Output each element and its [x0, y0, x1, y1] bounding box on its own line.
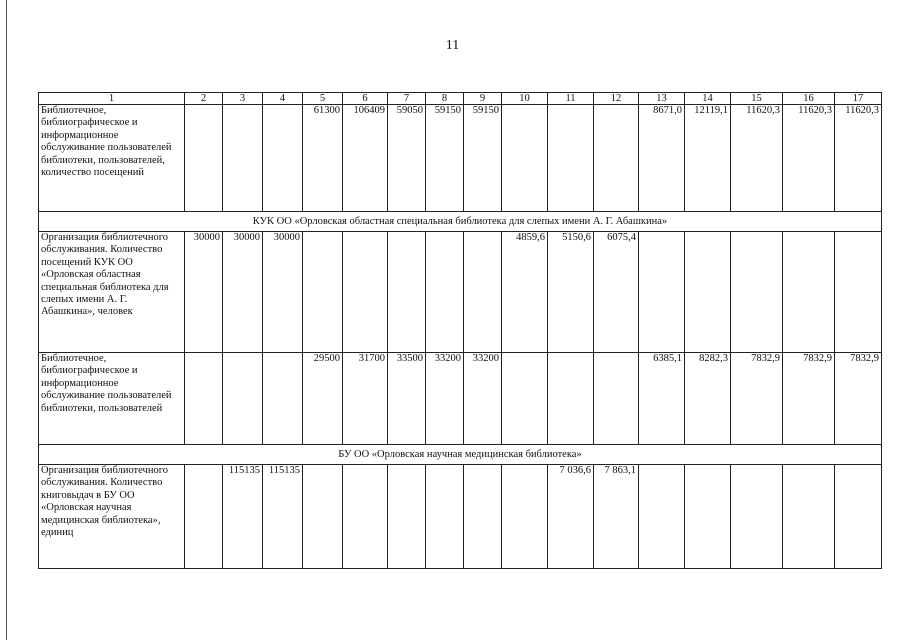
table-cell [426, 465, 464, 569]
table-cell [185, 465, 223, 569]
table-cell [185, 353, 223, 445]
row-label: Библиотечное, библиографическое и информационное обслуживание пользователей библиотеки, пользователей, количество посещений [39, 105, 185, 212]
table-cell: 31700 [343, 353, 388, 445]
table-cell [185, 105, 223, 212]
table-cell [303, 465, 343, 569]
table-cell: 30000 [263, 232, 303, 353]
table-cell: 61300 [303, 105, 343, 212]
header-cell: 1 [39, 93, 185, 105]
table-cell: 8282,3 [685, 353, 731, 445]
table-cell [731, 465, 783, 569]
table-cell [303, 232, 343, 353]
table-cell: 30000 [185, 232, 223, 353]
table-cell: 4859,6 [502, 232, 548, 353]
table-cell [731, 232, 783, 353]
header-cell: 9 [464, 93, 502, 105]
table-cell [343, 232, 388, 353]
table-row [39, 105, 882, 212]
table-cell: 59050 [388, 105, 426, 212]
header-cell: 14 [685, 93, 731, 105]
table-cell [464, 232, 502, 353]
row-label: Организация библиотечного обслуживания. Количество книговыдач в БУ ОО «Орловская научная медицинская библиотека», единиц [39, 465, 185, 569]
table-cell [223, 353, 263, 445]
table-cell [548, 105, 594, 212]
table-cell: 11620,3 [835, 105, 882, 212]
binding-margin-line [6, 0, 7, 640]
table-cell [464, 465, 502, 569]
header-cell: 4 [263, 93, 303, 105]
header-cell: 2 [185, 93, 223, 105]
header-cell: 5 [303, 93, 343, 105]
table-cell: 7832,9 [783, 353, 835, 445]
section-title: БУ ОО «Орловская научная медицинская библиотека» [39, 445, 882, 465]
table-cell [835, 465, 882, 569]
table-cell [223, 105, 263, 212]
header-cell: 12 [594, 93, 639, 105]
table-row [39, 465, 882, 569]
table-cell: 8671,0 [639, 105, 685, 212]
header-cell: 6 [343, 93, 388, 105]
table-cell: 115135 [263, 465, 303, 569]
table-cell: 6075,4 [594, 232, 639, 353]
table-cell [594, 353, 639, 445]
table-cell: 115135 [223, 465, 263, 569]
table-cell: 11620,3 [731, 105, 783, 212]
table-cell: 33200 [464, 353, 502, 445]
table-cell [263, 105, 303, 212]
table-cell: 7 863,1 [594, 465, 639, 569]
data-table [38, 92, 882, 569]
table-cell: 7832,9 [731, 353, 783, 445]
table-cell: 12119,1 [685, 105, 731, 212]
table-row [39, 353, 882, 445]
table-cell [639, 465, 685, 569]
table-cell [502, 353, 548, 445]
table-cell [343, 465, 388, 569]
header-cell: 17 [835, 93, 882, 105]
section-row [39, 445, 882, 465]
table-cell [426, 232, 464, 353]
table-cell [783, 232, 835, 353]
table-cell: 59150 [426, 105, 464, 212]
header-cell: 8 [426, 93, 464, 105]
table-cell: 106409 [343, 105, 388, 212]
page-number: 11 [445, 38, 460, 53]
table-cell [685, 465, 731, 569]
header-cell: 11 [548, 93, 594, 105]
header-cell: 10 [502, 93, 548, 105]
table-cell [594, 105, 639, 212]
column-number-header-row [39, 93, 882, 105]
header-cell: 16 [783, 93, 835, 105]
table-cell [502, 465, 548, 569]
table-cell: 6385,1 [639, 353, 685, 445]
table-cell [685, 232, 731, 353]
header-cell: 3 [223, 93, 263, 105]
row-label: Организация библиотечного обслуживания. Количество посещений КУК ОО «Орловская областная специальная библиотека для слепых имени А. Г. Абашкина», человек [39, 232, 185, 353]
table-cell: 5150,6 [548, 232, 594, 353]
header-cell: 15 [731, 93, 783, 105]
table-cell: 29500 [303, 353, 343, 445]
table-cell [783, 465, 835, 569]
table-row [39, 232, 882, 353]
table-cell: 59150 [464, 105, 502, 212]
table-cell [388, 465, 426, 569]
table-cell: 7 036,6 [548, 465, 594, 569]
table-cell [388, 232, 426, 353]
table-cell: 33200 [426, 353, 464, 445]
header-cell: 7 [388, 93, 426, 105]
table-cell [548, 353, 594, 445]
table-cell [263, 353, 303, 445]
header-cell: 13 [639, 93, 685, 105]
section-row [39, 212, 882, 232]
table-cell: 30000 [223, 232, 263, 353]
table-cell: 33500 [388, 353, 426, 445]
table-cell [835, 232, 882, 353]
section-title: КУК ОО «Орловская областная специальная библиотека для слепых имени А. Г. Абашкина» [39, 212, 882, 232]
table-cell [502, 105, 548, 212]
table-cell: 7832,9 [835, 353, 882, 445]
table-cell: 11620,3 [783, 105, 835, 212]
table-cell [639, 232, 685, 353]
row-label: Библиотечное, библиографическое и информационное обслуживание пользователей библиотеки, пользователей [39, 353, 185, 445]
